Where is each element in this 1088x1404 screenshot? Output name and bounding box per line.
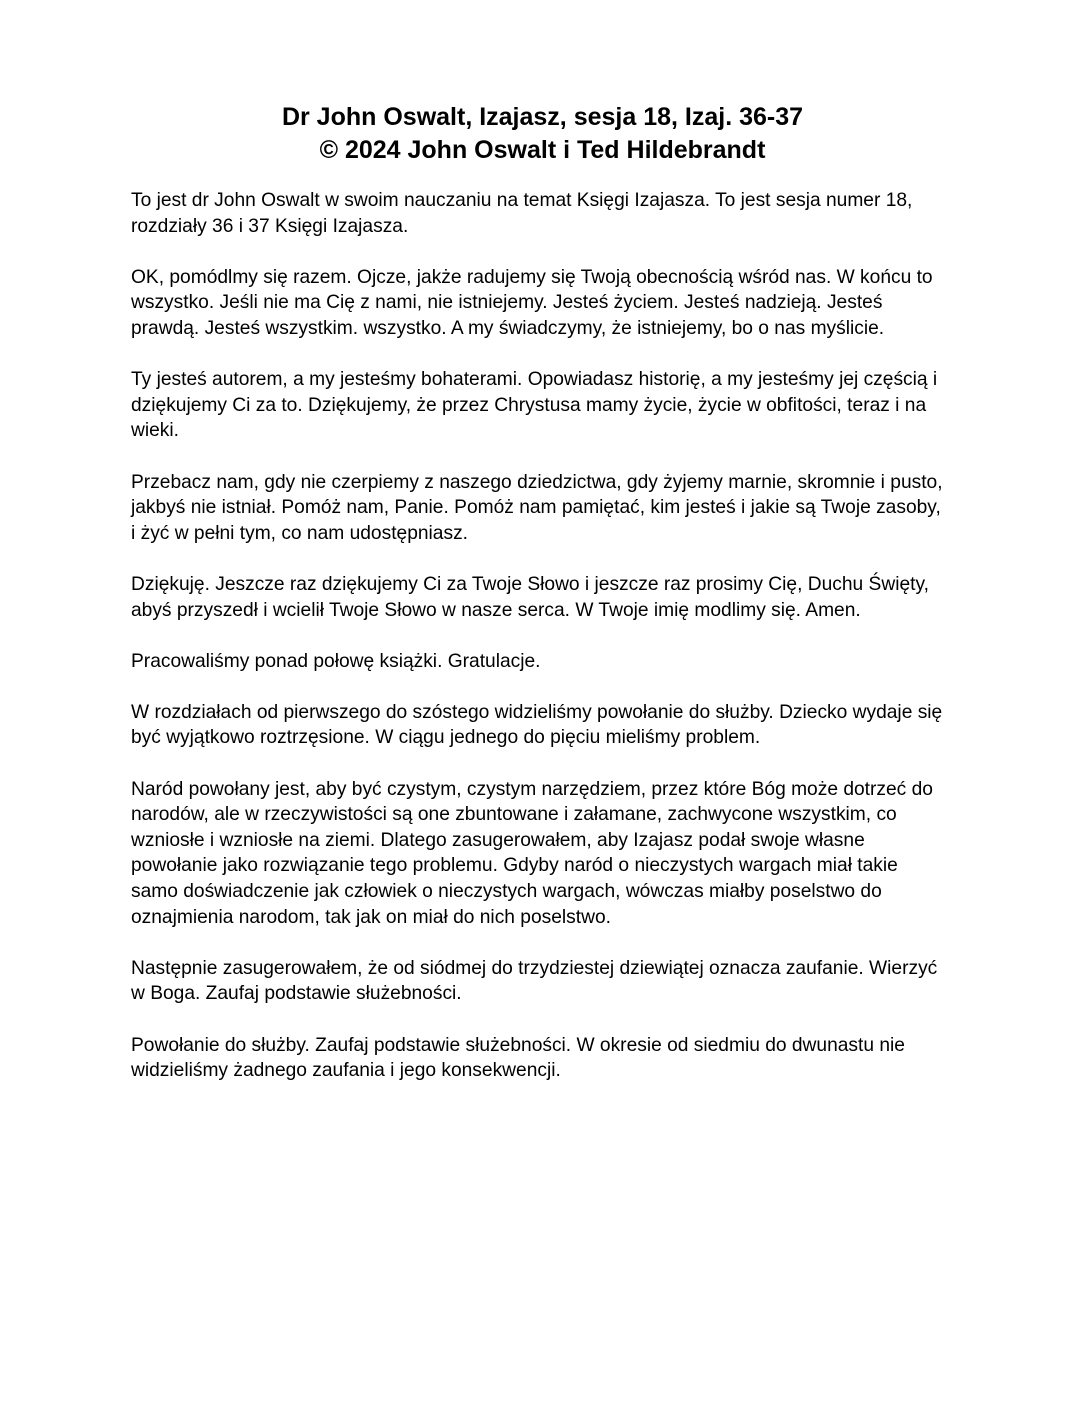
paragraph-prayer-2: Ty jesteś autorem, a my jesteśmy bohaterami. Opowiadasz historię, a my jesteśmy jej częścią i dziękujemy Ci za to. Dziękujemy, że przez Chrystusa mamy życie, życie w obfitości, teraz i na wieki. — [131, 369, 938, 442]
paragraph-intro: To jest dr John Oswalt w swoim nauczaniu na temat Księgi Izajasza. To jest sesja numer 18, rozdziały 36 i 37 Księgi Izajasza. — [131, 190, 913, 237]
paragraph-chapters-7-12: Powołanie do służby. Zaufaj podstawie służebności. W okresie od siedmiu do dwunastu nie widzieliśmy żadnego zaufania i jego konsekwencji. — [131, 1034, 905, 1082]
paragraph-chapters-1-6: W rozdziałach od pierwszego do szóstego widzieliśmy powołanie do służby. Dziecko wydaje się być wyjątkowo roztrzęsione. W ciągu jednego do pięciu mieliśmy problem. — [131, 701, 943, 749]
document-title — [131, 101, 948, 167]
paragraph-prayer-4: Dziękuję. Jeszcze raz dziękujemy Ci za Twoje Słowo i jeszcze raz prosimy Cię, Duchu Święty, abyś przyszedł i wcielił Twoje Słowo w nasze serca. W Twoje imię modlimy się. Amen. — [131, 573, 929, 621]
paragraph-prayer-3: Przebacz nam, gdy nie czerpiemy z naszego dziedzictwa, gdy żyjemy marnie, skromnie i pusto, jakbyś nie istniał. Pomóż nam, Panie. Pomóż nam pamiętać, kim jesteś i jakie są Twoje zasoby, i żyć w pełni tym, co nam udostępniasz. — [131, 471, 943, 544]
title-line-1: Dr John Oswalt, Izajasz, sesja 18, Izaj. 36-37 — [281, 103, 804, 131]
title-line-2: © 2024 John Oswalt i Ted Hildebrandt — [319, 136, 766, 164]
paragraph-nation-calling: Naród powołany jest, aby być czystym, czystym narzędziem, przez które Bóg może dotrzeć do narodów, ale w rzeczywistości są one zbuntowane i załamane, zachwycone wszystkim, co wzniosłe i wzniosłe na ziemi. Dlatego zasugerowałem, aby Izajasz podał swoje własne powołanie jako rozwiązanie tego problemu. Gdyby naród o nieczystych wargach miał takie samo doświadczenie jak człowiek o nieczystych wargach, wówczas miałby poselstwo do oznajmienia narodom, tak jak on miał do nich poselstwo. — [131, 778, 933, 928]
paragraph-prayer-1: OK, pomódlmy się razem. Ojcze, jakże radujemy się Twoją obecnością wśród nas. W końcu to wszystko. Jeśli nie ma Cię z nami, nie istniejemy. Jesteś życiem. Jesteś nadzieją. Jesteś prawdą. Jesteś wszystkim. wszystko. A my świadczymy, że istniejemy, bo o nas myślicie. — [131, 266, 933, 339]
paragraph-progress: Pracowaliśmy ponad połowę książki. Gratulacje. — [131, 650, 541, 672]
paragraph-chapters-7-39: Następnie zasugerowałem, że od siódmej do trzydziestej dziewiątej oznacza zaufanie. Wierzyć w Boga. Zaufaj podstawie służebności. — [131, 957, 938, 1005]
